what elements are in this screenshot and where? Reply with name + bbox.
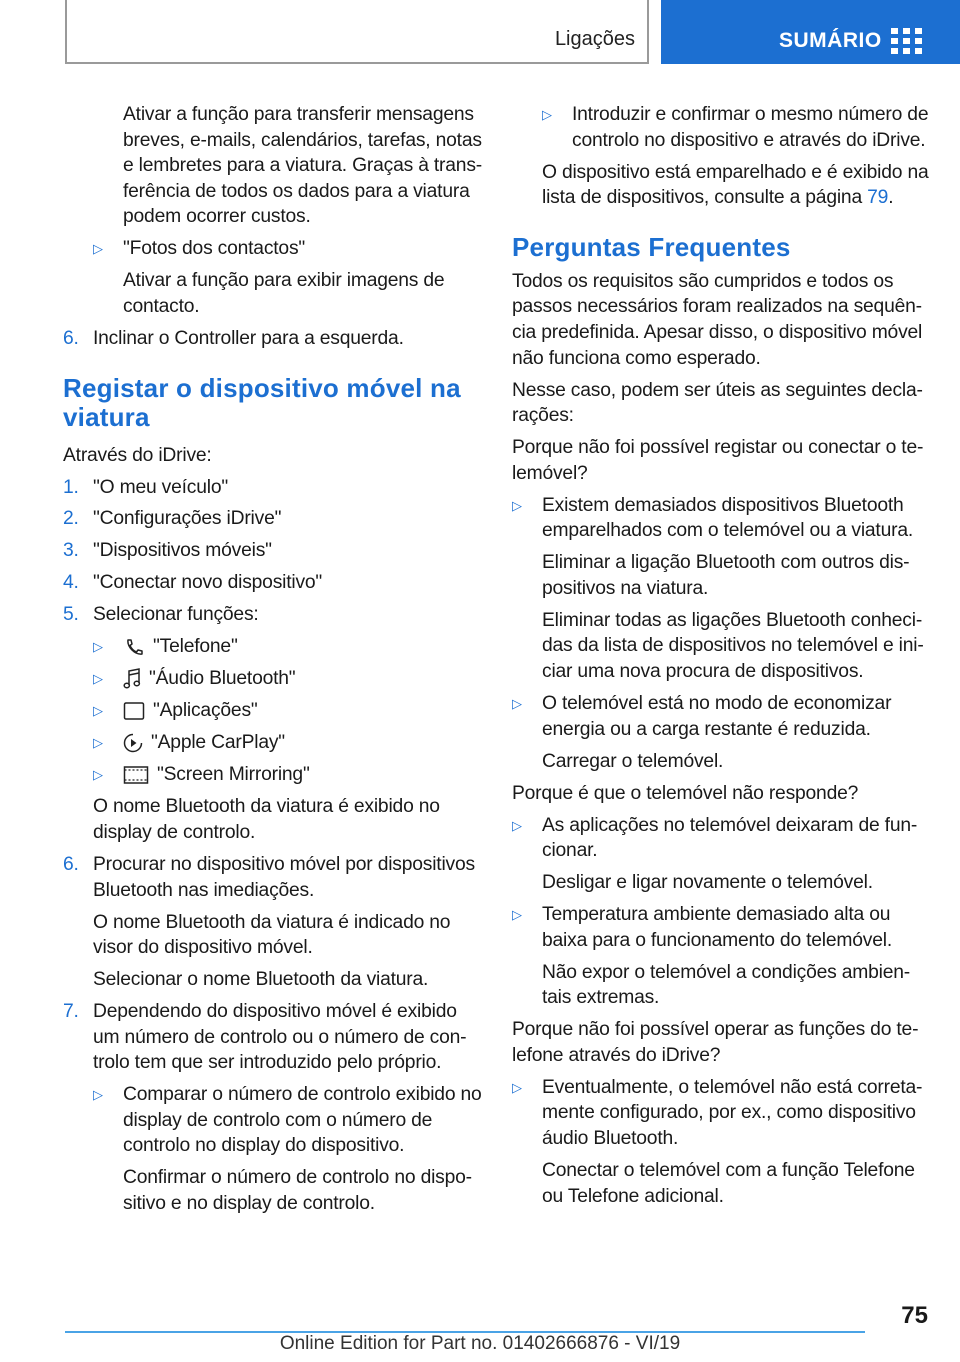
list-item	[63, 999, 483, 1076]
step-text: Dependendo do dispositivo móvel é exibido um número de controlo ou o número de controlo tem que ser introduzido pelo próprio.	[93, 1001, 467, 1074]
page-number: 75	[901, 1302, 928, 1329]
list-item	[93, 1082, 483, 1159]
step5-note: O nome Bluetooth da viatura é exibido no display de controlo.	[93, 796, 440, 843]
bullet-note: Não expor o telemóvel a condições ambientais extremas.	[542, 961, 911, 1009]
step-text: "Dispositivos móveis"	[93, 540, 272, 562]
faq-question: Porque não foi possível registar ou conectar o telemóvel?	[512, 437, 924, 484]
edition-footer: Online Edition for Part no. 01402666876 - VI/19	[279, 1333, 681, 1354]
carplay-icon	[123, 733, 143, 753]
phone-icon	[123, 637, 145, 657]
bullet-icon: ▷	[512, 1079, 522, 1095]
bullet-icon: ▷	[93, 241, 103, 257]
list-item	[63, 852, 483, 903]
faq-intro: Todos os requisitos são cumpridos e todos os passos necessários foram realizados na sequência predefinida. Apesar disso, o dispositivo móvel não funciona como esperado.	[512, 270, 923, 369]
function-label-apps: "Aplicações"	[153, 700, 258, 722]
function-label-mirroring: "Screen Mirroring"	[157, 764, 310, 786]
music-note-icon	[123, 668, 141, 690]
grid-icon	[891, 28, 922, 54]
list-item	[63, 506, 483, 532]
list-item	[63, 538, 483, 564]
bullet-icon: ▷	[512, 817, 522, 833]
step-number: 6.	[63, 327, 79, 349]
step6-note: O nome Bluetooth da viatura é indicado no visor do dispositivo móvel.	[93, 911, 451, 959]
summary-label: SUMÁRIO	[779, 29, 882, 52]
list-item	[512, 691, 932, 742]
bullet-note: Desligar e ligar novamente o telemóvel.	[542, 872, 873, 894]
left-column	[63, 102, 483, 1223]
list-item	[93, 730, 483, 756]
bullet-icon: ▷	[93, 703, 103, 719]
step6-note: Selecionar o nome Bluetooth da viatura.	[93, 969, 429, 991]
step-number: 7.	[63, 1001, 79, 1023]
via-idrive: Através do iDrive:	[63, 444, 212, 466]
bullet-icon: ▷	[93, 767, 103, 783]
step-text: "O meu veículo"	[93, 476, 229, 498]
bullet-text: Eventualmente, o telemóvel não está corretamente configurado, por ex., como dispositivo áudio Bluetooth.	[542, 1076, 923, 1150]
faq-intro: Nesse caso, podem ser úteis as seguintes declarações:	[512, 379, 923, 427]
bullet-icon: ▷	[512, 907, 522, 923]
bullet-note: Conectar o telemóvel com a função Telefone ou Telefone adicional.	[542, 1160, 915, 1207]
list-item	[512, 1075, 932, 1152]
bullet-icon: ▷	[93, 1087, 103, 1103]
step7-note: Confirmar o número de controlo no dispositivo e no display de controlo.	[123, 1167, 473, 1214]
step-number: 3.	[63, 540, 79, 562]
step-number: 2.	[63, 508, 79, 530]
bullet-text: Temperatura ambiente demasiado alta ou baixa para o funcionamento do telemóvel.	[542, 904, 893, 951]
step-text: Procurar no dispositivo móvel por dispositivos Bluetooth nas imediações.	[93, 853, 475, 901]
bullet-note: Eliminar a ligação Bluetooth com outros dispositivos na viatura.	[542, 552, 910, 599]
apps-icon	[123, 701, 145, 721]
bullet-icon: ▷	[512, 696, 522, 712]
list-item	[512, 493, 932, 544]
step-number: 4.	[63, 572, 79, 594]
bullet-icon: ▷	[93, 671, 103, 687]
list-item	[512, 902, 932, 953]
bullet-text: O telemóvel está no modo de economizar energia ou a carga restante é reduzida.	[542, 693, 892, 740]
bullet-text: As aplicações no telemóvel deixaram de funcionar.	[542, 814, 918, 862]
bullet-text: Existem demasiados dispositivos Bluetooth emparelhados com o telemóvel ou a viatura.	[542, 494, 914, 542]
faq-question: Porque não foi possível operar as funções do telefone através do iDrive?	[512, 1019, 919, 1066]
faq-heading: Perguntas Frequentes	[512, 231, 791, 262]
faq-question: Porque é que o telemóvel não responde?	[512, 782, 859, 804]
list-item	[63, 475, 483, 501]
list-item	[512, 813, 932, 864]
list-item	[63, 326, 483, 352]
screen-mirroring-icon	[123, 765, 149, 785]
step7-bullet: Comparar o número de controlo exibido no display de controlo com o número de controlo no display do dispositivo.	[123, 1084, 482, 1157]
right-column	[512, 102, 932, 1216]
function-label-phone: "Telefone"	[153, 636, 238, 658]
step-text: "Conectar novo dispositivo"	[93, 572, 323, 594]
bullet-text: Introduzir e confirmar o mesmo número de controlo no dispositivo e através do iDrive.	[572, 104, 929, 151]
function-label-carplay: "Apple CarPlay"	[151, 732, 285, 754]
bullet-icon: ▷	[512, 497, 522, 513]
summary-button[interactable]	[661, 0, 960, 64]
section-heading: Registar o dispositivo móvel na viatura	[63, 372, 461, 432]
step-number: 6.	[63, 853, 79, 875]
section-title: Ligações	[554, 28, 635, 50]
list-item	[93, 762, 483, 788]
step-text: Selecionar funções:	[93, 604, 259, 626]
page-link[interactable]: 79	[867, 187, 889, 209]
paired-text: O dispositivo está emparelhado e é exibido na lista de dispositivos, consulte a página 79.	[542, 161, 929, 209]
list-item	[63, 602, 483, 628]
bullet-note: Eliminar todas as ligações Bluetooth conhecidas da lista de dispositivos no telemóvel e iniciar uma nova procura de dispositivos.	[542, 609, 924, 683]
bullet-note: Carregar o telemóvel.	[542, 750, 724, 772]
function-label-audio: "Áudio Bluetooth"	[149, 668, 296, 690]
list-item	[93, 634, 483, 660]
list-item	[63, 570, 483, 596]
header-bar	[65, 0, 649, 64]
step-number: 5.	[63, 604, 79, 626]
list-item	[93, 236, 483, 262]
step-text: Inclinar o Controller para a esquerda.	[93, 327, 404, 349]
intro-text: Ativar a função para transferir mensagens breves, e-mails, calendários, tarefas, notas e lembretes para a viatura. Graças à transferência de todos os dados para a viatura podem ocorrer custos.	[123, 104, 483, 228]
list-item	[542, 102, 932, 153]
photos-item: "Fotos dos contactos"	[123, 238, 306, 260]
step-text: "Configurações iDrive"	[93, 508, 282, 530]
step-number: 1.	[63, 476, 79, 498]
photos-text: Ativar a função para exibir imagens de contacto.	[123, 270, 445, 317]
bullet-icon: ▷	[542, 107, 552, 122]
bullet-icon: ▷	[93, 735, 103, 751]
list-item	[93, 666, 483, 692]
bullet-icon: ▷	[93, 639, 103, 655]
list-item	[93, 698, 483, 724]
